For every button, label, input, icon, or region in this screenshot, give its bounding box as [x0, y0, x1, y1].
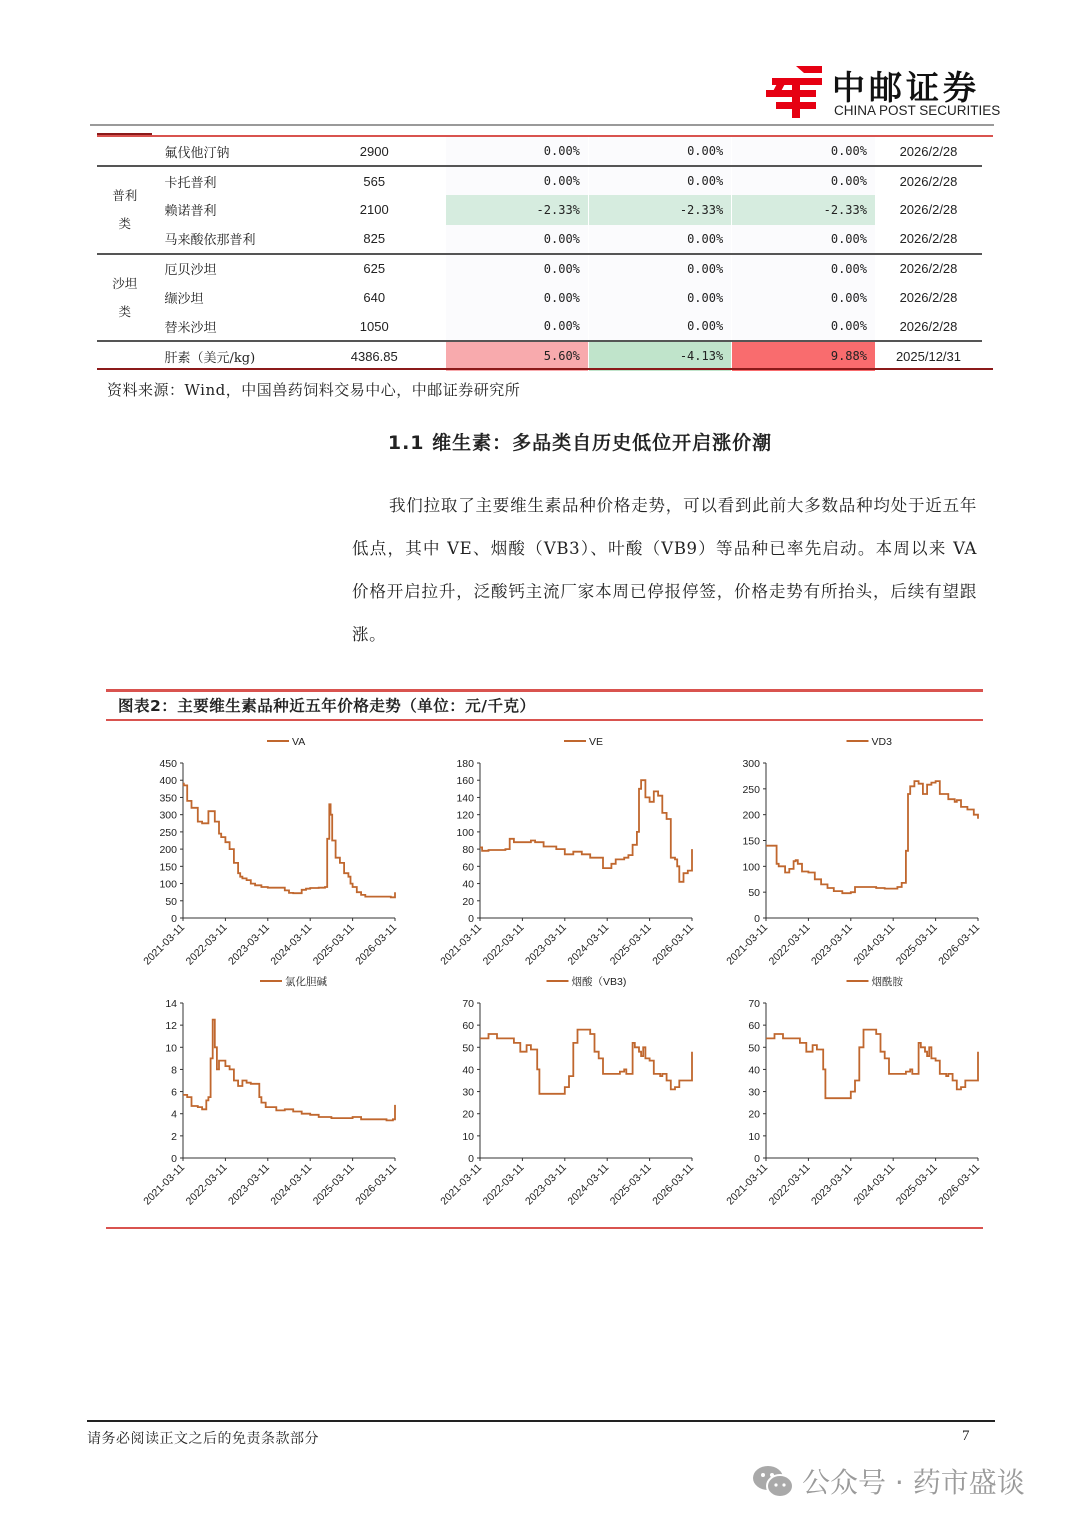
svg-text:300: 300: [742, 758, 760, 770]
svg-text:10: 10: [462, 1130, 474, 1143]
svg-text:8: 8: [171, 1064, 177, 1077]
table-row: [97, 225, 982, 254]
svg-text:2024-03-11: 2024-03-11: [565, 1161, 612, 1208]
svg-text:150: 150: [159, 861, 177, 874]
price-line: [183, 1020, 395, 1121]
change-3: 9.88%: [732, 341, 875, 370]
price-line: [766, 781, 978, 893]
svg-text:2021-03-11: 2021-03-11: [724, 921, 771, 968]
svg-text:2025-03-11: 2025-03-11: [893, 1161, 940, 1208]
price-line: [766, 1030, 978, 1099]
svg-text:2021-03-11: 2021-03-11: [438, 921, 485, 968]
svg-text:2024-03-11: 2024-03-11: [851, 1161, 898, 1208]
svg-text:2024-03-11: 2024-03-11: [268, 921, 315, 968]
body-paragraph: 我们拉取了主要维生素品种价格走势，可以看到此前大多数品种均处于近五年低点，其中 VE、烟酸（VB3）、叶酸（VB9）等品种已率先启动。本周以来 VA 价格开启拉升，泛酸钙主流厂家本周已停报停签，价格走势有所抬头，后续有望跟涨。: [352, 496, 977, 644]
svg-text:12: 12: [165, 1020, 177, 1033]
svg-text:2021-03-11: 2021-03-11: [141, 921, 188, 968]
svg-text:60: 60: [462, 1020, 474, 1033]
legend-label: VE: [589, 736, 604, 748]
change-2: -2.33%: [588, 195, 731, 224]
data-source: 资料来源：Wind，中国兽药饲料交易中心，中邮证券研究所: [107, 381, 521, 399]
table-row: [97, 137, 982, 166]
header-divider: [90, 124, 994, 126]
svg-text:60: 60: [462, 861, 474, 874]
change-1: 0.00%: [445, 312, 588, 341]
price-table: [97, 137, 982, 371]
svg-text:70: 70: [462, 998, 474, 1010]
svg-text:2021-03-11: 2021-03-11: [438, 1161, 485, 1208]
svg-text:4: 4: [171, 1108, 177, 1121]
svg-text:2022-03-11: 2022-03-11: [183, 921, 230, 968]
svg-text:450: 450: [159, 758, 177, 770]
chart-niacinamide: [718, 973, 1003, 1218]
figure-title: 图表2：主要维生素品种近五年价格走势（单位：元/千克）: [118, 697, 536, 715]
svg-text:0: 0: [171, 913, 177, 925]
svg-text:20: 20: [462, 1108, 474, 1121]
change-1: 0.00%: [445, 254, 588, 283]
svg-text:14: 14: [165, 998, 177, 1010]
svg-text:2022-03-11: 2022-03-11: [766, 921, 813, 968]
change-1: 0.00%: [445, 283, 588, 312]
legend-label: VA: [292, 736, 306, 748]
page-header: [0, 0, 1080, 130]
svg-text:0: 0: [171, 1153, 177, 1165]
page-number: 7: [962, 1428, 970, 1444]
legend-label: 烟酸（VB3): [571, 976, 627, 988]
svg-text:160: 160: [456, 775, 474, 788]
change-3: 0.00%: [732, 283, 875, 312]
change-2: 0.00%: [588, 166, 731, 195]
category-puli: 普利 类: [97, 166, 153, 254]
svg-text:140: 140: [456, 792, 474, 805]
change-3: 0.00%: [732, 254, 875, 283]
svg-text:2022-03-11: 2022-03-11: [480, 1161, 527, 1208]
china-post-logo-icon: [766, 66, 822, 118]
section-heading: 1.1 维生素：多品类自历史低位开启涨价潮: [387, 432, 773, 454]
price-value: 4386.85: [304, 341, 445, 370]
svg-text:2026-03-11: 2026-03-11: [936, 1161, 983, 1208]
svg-text:70: 70: [748, 998, 760, 1010]
table-row: [97, 166, 982, 195]
table-row: [97, 254, 982, 283]
svg-text:2023-03-11: 2023-03-11: [226, 921, 272, 968]
svg-text:150: 150: [742, 835, 760, 848]
svg-text:30: 30: [748, 1086, 760, 1099]
svg-text:40: 40: [462, 878, 474, 891]
drug-name: 赖诺普利: [164, 204, 217, 220]
change-2: 0.00%: [588, 225, 731, 254]
price-value: 2900: [359, 143, 389, 159]
svg-text:40: 40: [462, 1064, 474, 1077]
chart-va: [135, 733, 420, 978]
svg-text:0: 0: [754, 913, 760, 925]
svg-text:2025-03-11: 2025-03-11: [310, 1161, 357, 1208]
svg-text:50: 50: [748, 1042, 760, 1055]
table-row: [97, 195, 982, 224]
table-row: [97, 283, 982, 312]
chart-ve: [432, 733, 717, 978]
svg-text:300: 300: [159, 809, 177, 822]
drug-name: 肝素（美元/kg): [153, 341, 304, 370]
table-row: [97, 341, 982, 370]
svg-text:120: 120: [456, 809, 474, 822]
svg-text:2022-03-11: 2022-03-11: [480, 921, 527, 968]
watermark-text: 公众号 · 药市盛谈: [802, 1466, 1025, 1499]
price-line: [480, 1030, 692, 1094]
svg-text:10: 10: [748, 1130, 760, 1143]
svg-text:50: 50: [748, 887, 760, 900]
svg-text:100: 100: [159, 878, 177, 891]
footer-divider: [87, 1420, 995, 1422]
price-value: 2100: [359, 202, 389, 218]
svg-text:2022-03-11: 2022-03-11: [766, 1161, 813, 1208]
svg-text:2026-03-11: 2026-03-11: [353, 921, 400, 968]
svg-text:100: 100: [742, 861, 760, 874]
change-3: 0.00%: [732, 137, 875, 166]
svg-text:2024-03-11: 2024-03-11: [851, 921, 898, 968]
svg-text:20: 20: [748, 1108, 760, 1121]
svg-text:20: 20: [462, 895, 474, 908]
svg-text:400: 400: [159, 775, 177, 788]
change-1: -2.33%: [445, 195, 588, 224]
brand-name-cn: 中邮证券: [832, 68, 980, 107]
svg-text:100: 100: [456, 826, 474, 839]
svg-text:30: 30: [462, 1086, 474, 1099]
svg-text:6: 6: [171, 1086, 177, 1099]
svg-text:2024-03-11: 2024-03-11: [268, 1161, 315, 1208]
update-date: 2026/2/28: [899, 290, 958, 306]
drug-name: 氟伐他汀钠: [164, 145, 230, 161]
change-2: 0.00%: [588, 283, 731, 312]
svg-text:2026-03-11: 2026-03-11: [650, 921, 697, 968]
change-2: 0.00%: [588, 254, 731, 283]
svg-text:2024-03-11: 2024-03-11: [565, 921, 612, 968]
drug-name: 马来酸依那普利: [164, 233, 256, 249]
wechat-icon: [752, 1464, 794, 1498]
chart-vd3: [718, 733, 1003, 978]
svg-text:10: 10: [165, 1042, 177, 1055]
svg-text:2021-03-11: 2021-03-11: [141, 1161, 188, 1208]
change-3: 0.00%: [732, 225, 875, 254]
svg-text:50: 50: [165, 895, 177, 908]
table-bottom-rule: [97, 368, 993, 370]
chart-niacin-vb3: [432, 973, 717, 1218]
svg-text:180: 180: [456, 758, 474, 770]
chart-choline-chloride: [135, 973, 420, 1218]
update-date: 2025/12/31: [875, 341, 982, 370]
price-value: 640: [363, 290, 386, 306]
svg-text:2021-03-11: 2021-03-11: [724, 1161, 771, 1208]
change-1: 0.00%: [445, 225, 588, 254]
change-2: 0.00%: [588, 312, 731, 341]
drug-name: 替米沙坦: [164, 320, 217, 336]
legend-label: 烟酰胺: [871, 976, 903, 988]
change-2: -4.13%: [588, 341, 731, 370]
category-shatan: 沙坦 类: [97, 254, 153, 342]
legend-label: VD3: [871, 736, 892, 748]
drug-name: 卡托普利: [153, 166, 304, 195]
update-date: 2026/2/28: [875, 254, 982, 283]
table-row: [97, 312, 982, 341]
drug-name: 厄贝沙坦: [153, 254, 304, 283]
update-date: 2026/2/28: [899, 231, 958, 247]
change-2: 0.00%: [588, 137, 731, 166]
svg-text:2023-03-11: 2023-03-11: [523, 921, 569, 968]
drug-name: 缬沙坦: [164, 292, 204, 308]
svg-text:2022-03-11: 2022-03-11: [183, 1161, 230, 1208]
update-date: 2026/2/28: [875, 166, 982, 195]
svg-text:2023-03-11: 2023-03-11: [809, 1161, 855, 1208]
svg-text:250: 250: [742, 783, 760, 796]
svg-text:2: 2: [171, 1130, 177, 1143]
price-value: 565: [304, 166, 445, 195]
category-cell: [97, 137, 153, 166]
legend-label: 氯化胆碱: [285, 976, 327, 988]
svg-text:40: 40: [748, 1064, 760, 1077]
change-3: 0.00%: [732, 312, 875, 341]
svg-text:2023-03-11: 2023-03-11: [226, 1161, 272, 1208]
price-line: [183, 784, 395, 898]
svg-text:60: 60: [748, 1020, 760, 1033]
svg-text:2025-03-11: 2025-03-11: [607, 1161, 654, 1208]
svg-text:2023-03-11: 2023-03-11: [523, 1161, 569, 1208]
wechat-watermark: [752, 1461, 1025, 1501]
price-value: 825: [363, 231, 386, 247]
svg-text:2025-03-11: 2025-03-11: [310, 921, 357, 968]
brand-name-en: CHINA POST SECURITIES: [834, 103, 1001, 118]
svg-text:250: 250: [159, 826, 177, 839]
disclaimer-note: 请务必阅读正文之后的免责条款部分: [87, 1431, 319, 1447]
update-date: 2026/2/28: [899, 318, 958, 334]
svg-text:2025-03-11: 2025-03-11: [607, 921, 654, 968]
svg-text:2026-03-11: 2026-03-11: [353, 1161, 400, 1208]
change-3: 0.00%: [732, 166, 875, 195]
svg-text:200: 200: [742, 809, 760, 822]
svg-text:0: 0: [468, 1153, 474, 1165]
svg-text:0: 0: [754, 1153, 760, 1165]
svg-text:2026-03-11: 2026-03-11: [936, 921, 983, 968]
change-1: 5.60%: [445, 341, 588, 370]
svg-text:2023-03-11: 2023-03-11: [809, 921, 855, 968]
svg-text:80: 80: [462, 844, 474, 857]
price-line: [480, 780, 692, 882]
svg-text:350: 350: [159, 792, 177, 805]
change-3: -2.33%: [732, 195, 875, 224]
svg-text:50: 50: [462, 1042, 474, 1055]
figure-bottom-rule: [106, 1227, 983, 1229]
svg-text:2025-03-11: 2025-03-11: [893, 921, 940, 968]
price-value: 625: [304, 254, 445, 283]
update-date: 2026/2/28: [899, 143, 958, 159]
update-date: 2026/2/28: [899, 202, 958, 218]
svg-text:0: 0: [468, 913, 474, 925]
change-1: 0.00%: [445, 166, 588, 195]
change-1: 0.00%: [445, 137, 588, 166]
price-value: 1050: [359, 318, 389, 334]
figure-top-rule: [106, 689, 983, 692]
figure-title-rule: [106, 719, 983, 721]
svg-text:200: 200: [159, 844, 177, 857]
category-cell: [97, 341, 153, 370]
svg-text:2026-03-11: 2026-03-11: [650, 1161, 697, 1208]
